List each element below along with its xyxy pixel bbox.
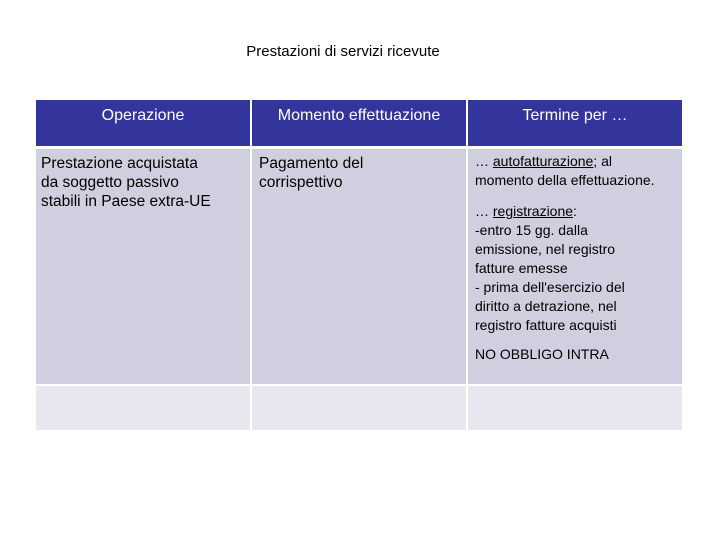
registrazione-detail: fatture emesse: [475, 260, 568, 276]
autofatturazione-term: autofatturazione: [492, 153, 594, 169]
momento-line: corrispettivo: [259, 174, 343, 191]
registrazione-detail: -entro 15 gg. dalla: [475, 222, 588, 238]
empty-cell: [468, 386, 684, 432]
autofatturazione-line: [475, 152, 678, 171]
cell-termine-per: [468, 149, 684, 386]
autofatturazione-suffix: ; al: [593, 153, 612, 169]
registrazione-line: [475, 202, 678, 221]
ellipsis: …: [475, 203, 493, 219]
registrazione-detail: diritto a detrazione, nel: [475, 298, 617, 314]
header-operazione: Operazione: [36, 100, 252, 149]
cell-operazione: [36, 149, 252, 386]
header-termine-per: Termine per …: [468, 100, 684, 149]
operazione-line: stabili in Paese extra-UE: [41, 193, 211, 210]
intra-note: NO OBBLIGO INTRA: [475, 346, 609, 362]
autofatturazione-detail: momento della effettuazione.: [475, 172, 655, 188]
operazione-line: da soggetto passivo: [41, 174, 179, 191]
registrazione-detail: registro fatture acquisti: [475, 317, 617, 333]
ellipsis: …: [475, 153, 493, 169]
cell-momento-effettuazione: [252, 149, 468, 386]
registrazione-detail: emissione, nel registro: [475, 241, 616, 257]
registrazione-term: registrazione: [492, 203, 574, 219]
slide-title: Prestazioni di servizi ricevute: [246, 43, 440, 60]
operations-table: [36, 100, 684, 432]
header-momento-effettuazione: Momento effettuazione: [252, 100, 468, 149]
registrazione-suffix: :: [573, 203, 577, 219]
operazione-line: Prestazione acquistata: [41, 155, 198, 172]
empty-cell: [36, 386, 252, 432]
momento-line: Pagamento del: [259, 155, 364, 172]
registrazione-detail: - prima dell'esercizio del: [475, 279, 625, 295]
empty-cell: [252, 386, 468, 432]
